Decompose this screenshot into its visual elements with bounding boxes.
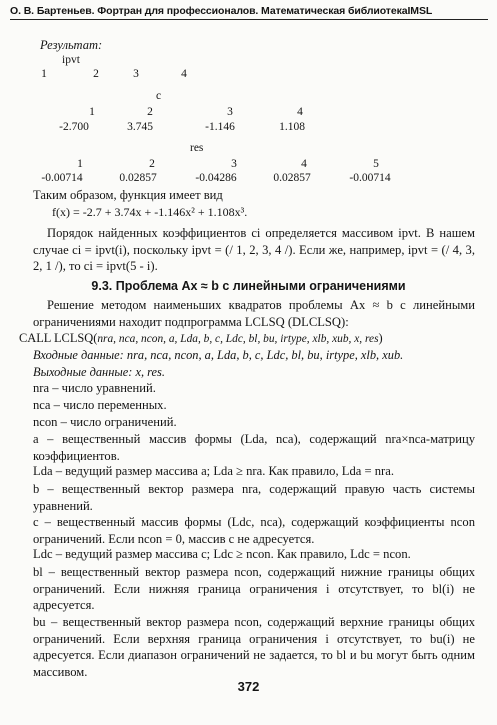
c-index: 3 bbox=[227, 106, 233, 118]
res-value: 0.02857 bbox=[119, 172, 157, 184]
section-heading: 9.3. Проблема Ax ≈ b с линейными ограничениями bbox=[91, 279, 406, 293]
c-index: 2 bbox=[147, 106, 153, 118]
output-list: : x, res. bbox=[128, 365, 165, 379]
call-suffix: ) bbox=[378, 331, 383, 345]
param-bu: bu – вещественный вектор размера ncon, содержащий верхние границы общих ограничений. Если верхняя граница ограничения i отсутствует, то bu(i) не адресуется. Если диапазон ограничений не задается, то bl и bu могут быть одним массивом. bbox=[33, 615, 475, 679]
param-ldc: Ldc – ведущий размер массива c; Ldc ≥ ncon. Как правило, Ldc = ncon. bbox=[33, 547, 411, 561]
output-data-line bbox=[33, 365, 165, 380]
page-number: 372 bbox=[237, 679, 260, 694]
param-a: a – вещественный массив формы (Lda, nca), содержащий nra×nca-матрицу коэффициентов. bbox=[33, 432, 475, 463]
param-nra: nra – число уравнений. bbox=[33, 381, 156, 395]
c-index: 1 bbox=[89, 106, 95, 118]
param-nca: nca – число переменных. bbox=[33, 398, 167, 412]
res-index: 1 bbox=[77, 158, 83, 170]
ipvt-value: 3 bbox=[133, 68, 139, 80]
call-statement bbox=[19, 331, 383, 346]
call-prefix: CALL LCLSQ( bbox=[19, 331, 98, 345]
res-index: 2 bbox=[149, 158, 155, 170]
res-index: 3 bbox=[231, 158, 237, 170]
param-c: c – вещественный массив формы (Ldc, nca), содержащий коэффициенты ncon ограничений. Если ncon = 0, массив c не адресуется. bbox=[33, 515, 475, 546]
call-arguments: nra, nca, ncon, a, Lda, b, c, Ldc, bl, bu, irtype, xlb, xub, x, res bbox=[97, 333, 379, 345]
c-label: c bbox=[156, 90, 162, 102]
c-index: 4 bbox=[297, 106, 303, 118]
ipvt-value: 1 bbox=[41, 68, 47, 80]
c-value: -1.146 bbox=[205, 121, 235, 133]
input-list: : nra, nca, ncon, a, Lda, b, c, Ldc, bl, bu, irtype, xlb, xub. bbox=[119, 348, 404, 362]
res-index: 4 bbox=[301, 158, 307, 170]
c-value: -2.700 bbox=[59, 121, 89, 133]
ipvt-label: ipvt bbox=[62, 54, 80, 66]
running-header: О. В. Бартеньев. Фортран для профессионалов. Математическая библиотекаIMSL bbox=[10, 5, 488, 20]
param-lda: Lda – ведущий размер массива a; Lda ≥ nra. Как правило, Lda = nra. bbox=[33, 464, 394, 478]
c-value: 3.745 bbox=[127, 121, 153, 133]
ipvt-value: 4 bbox=[181, 68, 187, 80]
res-value: -0.00714 bbox=[41, 172, 83, 184]
param-bl: bl – вещественный вектор размера ncon, содержащий нижние границы общих ограничений. Если нижняя граница ограничения i отсутствует, то bl(i) не адресуется. bbox=[33, 565, 475, 612]
param-ncon: ncon – число ограничений. bbox=[33, 415, 177, 429]
res-value: 0.02857 bbox=[273, 172, 311, 184]
res-index: 5 bbox=[373, 158, 379, 170]
param-b: b – вещественный вектор размера nra, содержащий правую часть системы уравнений. bbox=[33, 482, 475, 513]
res-value: -0.00714 bbox=[349, 172, 391, 184]
c-value: 1.108 bbox=[279, 121, 305, 133]
output-label: Выходные данные bbox=[33, 365, 129, 379]
function-formula: f(x) = -2.7 + 3.74x + -1.146x² + 1.108x³. bbox=[52, 205, 248, 219]
res-label: res bbox=[190, 142, 204, 154]
input-label: Входные данные bbox=[33, 348, 120, 362]
input-data-line bbox=[33, 348, 403, 363]
result-label: Результат: bbox=[40, 38, 103, 52]
res-value: -0.04286 bbox=[195, 172, 237, 184]
coefficient-order-paragraph: Порядок найденных коэффициентов ci определяется массивом ipvt. В нашем случае ci = ipvt(i), поскольку ipvt = (/ 1, 2, 3, 4 /). Если же, например, ipvt = (/ 4, 3, 2, 1 /), то ci = ipvt(5 - i). bbox=[33, 226, 475, 273]
function-intro: Таким образом, функция имеет вид bbox=[33, 188, 223, 202]
ipvt-value: 2 bbox=[93, 68, 99, 80]
intro-paragraph: Решение методом наименьших квадратов проблемы Ax ≈ b с линейными ограничениями находит подпрограмма LCLSQ (DLCLSQ): bbox=[33, 298, 475, 329]
